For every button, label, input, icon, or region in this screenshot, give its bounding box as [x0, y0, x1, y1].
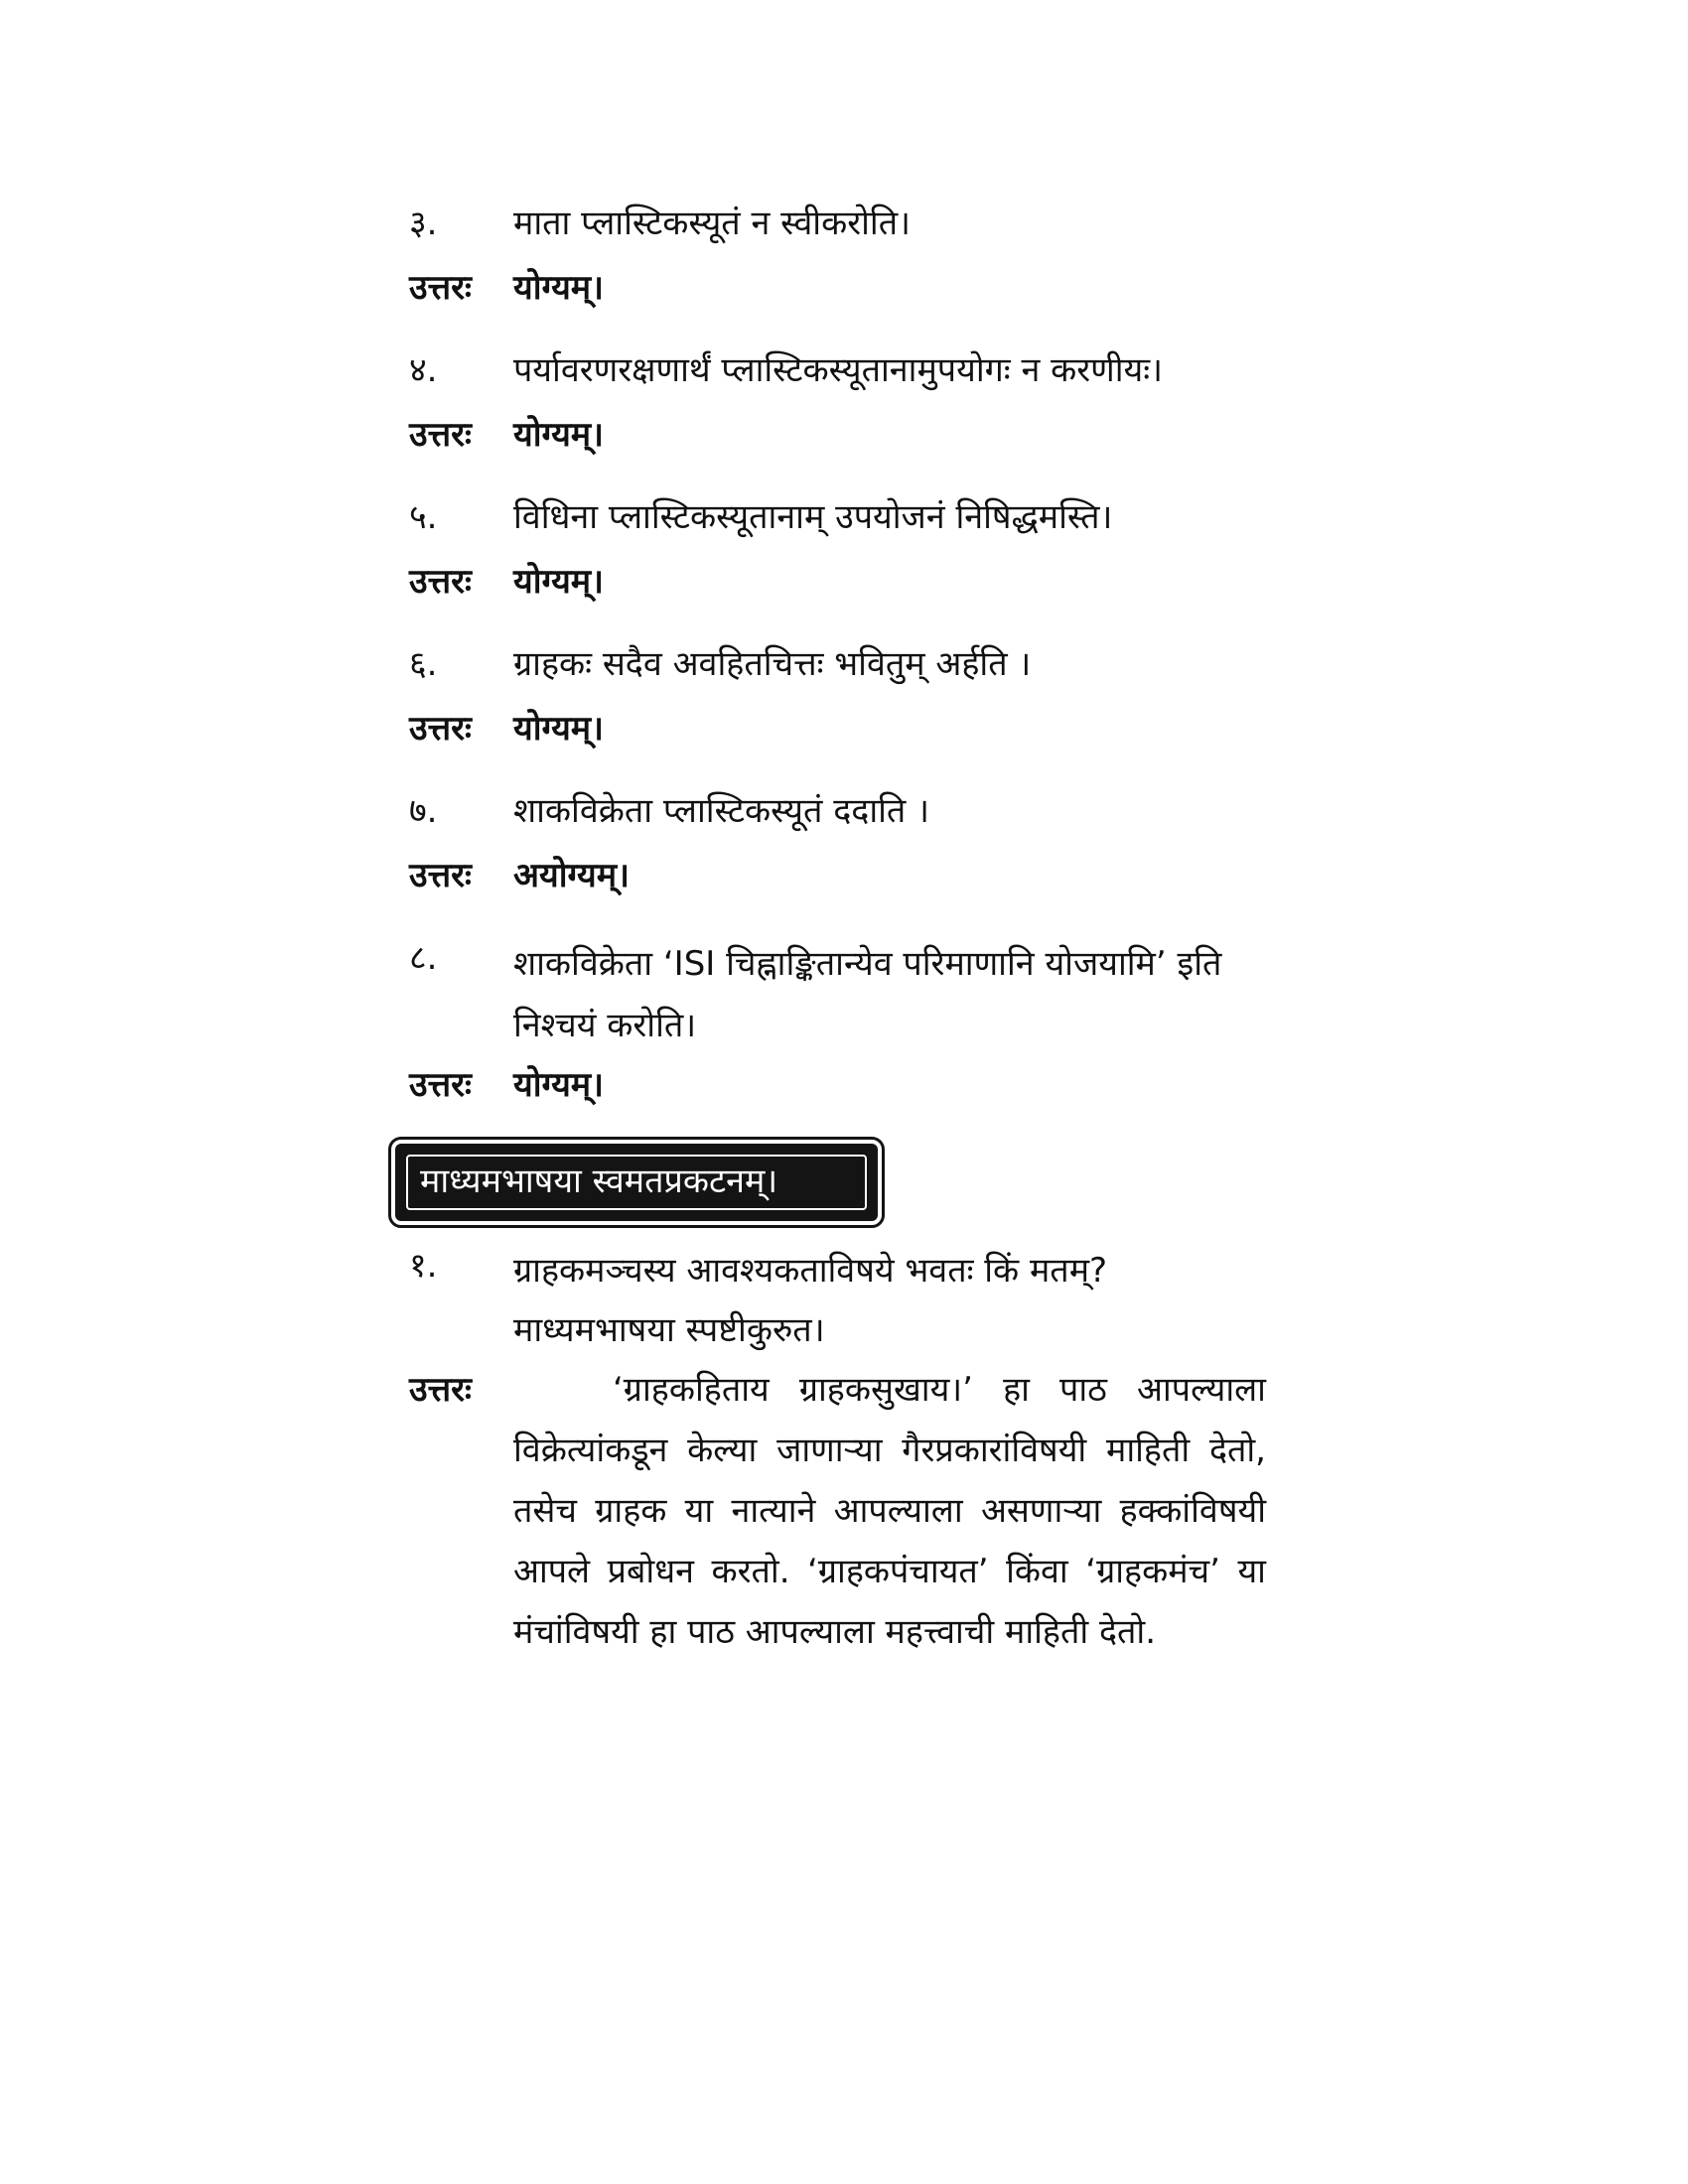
item-text: विधिना प्लास्टिकस्यूतानाम् उपयोजनं निषिद्धमस्ति। [513, 497, 1113, 537]
answer-row-8 [409, 1060, 604, 1111]
answer-value: योग्यम्। [513, 562, 605, 602]
answer-label: उत्तरः [409, 562, 472, 602]
answer-label: उत्तरः [409, 1370, 472, 1410]
answer-row-3 [409, 263, 604, 314]
item-text: शाकविक्रेता प्लास्टिकस्यूतं ददाति । [513, 791, 930, 831]
answer-row-7 [409, 851, 630, 901]
question-text: ग्राहकमञ्चस्य आवश्यकताविषये भवतः किं मतम्? माध्यमभाषया स्पष्टीकुरुत। [513, 1251, 1108, 1350]
answer-value: योग्यम्। [513, 415, 605, 455]
section-title: माध्यमभाषया स्वमतप्रकटनम्। [420, 1161, 778, 1201]
section-heading-banner [395, 1144, 878, 1221]
item-number: ३. [409, 204, 438, 243]
item-number: ४. [409, 350, 438, 390]
item-text: शाकविक्रेता ‘ISI चिह्नाङ्कितान्येव परिमाणानि योजयामि’ इति निश्चयं करोति। [513, 944, 1222, 1045]
answer-row-4 [409, 410, 604, 461]
answer-label: उत्तरः [409, 415, 472, 455]
item-number: ७. [409, 791, 438, 831]
item-number: ६. [409, 644, 438, 684]
answer-label: उत्तरः [409, 709, 472, 749]
item-number: ८. [409, 938, 438, 978]
answer-row-5 [409, 557, 604, 608]
item-text: पर्यावरणरक्षणार्थं प्लास्टिकस्यूतानामुपयोगः न करणीयः। [513, 350, 1164, 390]
answer-label: उत्तरः [409, 856, 472, 895]
item-number: ५. [409, 497, 438, 537]
answer-value: योग्यम्। [513, 1065, 605, 1105]
answer-value: योग्यम्। [513, 709, 605, 749]
answer-paragraph: ‘ग्राहकहिताय ग्राहकसुखाय।’ हा पाठ आपल्याला विक्रेत्यांकडून केल्या जाणाऱ्या गैरप्रकारांविषयी माहिती देतो, तसेच ग्राहक या नात्याने आपल्याला असणाऱ्या हक्कांविषयी आपले प्रबोधन करतो. ‘ग्राहकपंचायत’ किंवा ‘ग्राहकमंच’ या मंचांविषयी हा पाठ आपल्याला महत्त्वाची माहिती देतो. [513, 1370, 1266, 1652]
answer-label: उत्तरः [409, 268, 472, 308]
answer-label: उत्तरः [409, 1065, 472, 1105]
answer-value: अयोग्यम्। [513, 856, 630, 895]
item-text: ग्राहकः सदैव अवहितचित्तः भवितुम् अर्हति । [513, 644, 1032, 684]
question-number: १. [409, 1246, 438, 1286]
answer-value: योग्यम्। [513, 268, 605, 308]
answer-row-6 [409, 704, 604, 754]
item-text: माता प्लास्टिकस्यूतं न स्वीकरोति। [513, 204, 911, 243]
